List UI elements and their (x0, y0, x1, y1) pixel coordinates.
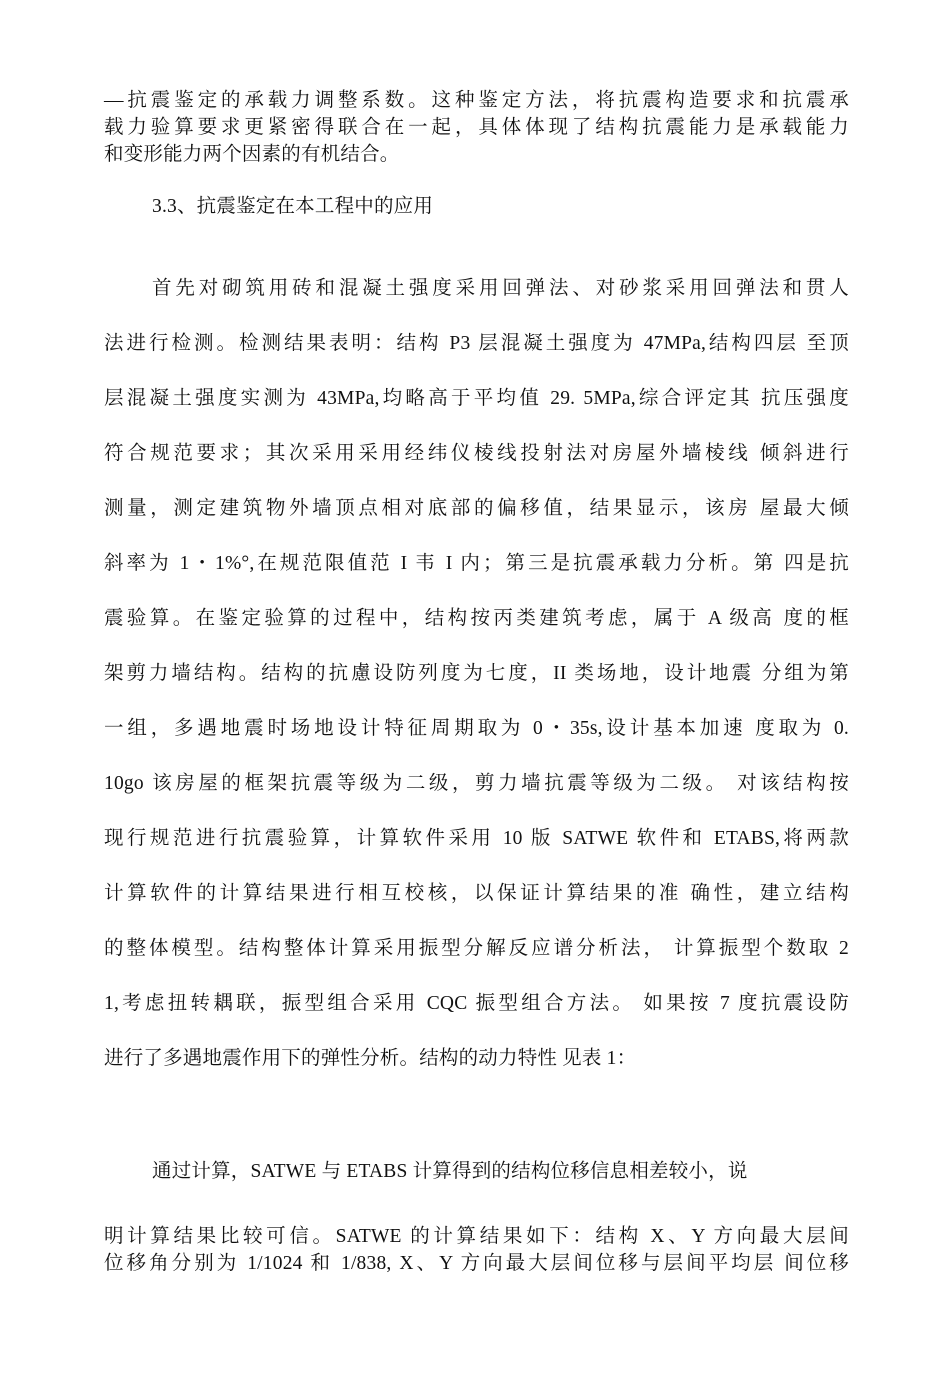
section-heading: 3.3、抗震鉴定在本工程中的应用 (152, 196, 434, 217)
main-paragraph-line-9: 一组，多遇地震时场地设计特征周期取为 0・35s,设计基本加速 度取为 0. (104, 718, 849, 739)
main-paragraph-line-10: 10go 该房屋的框架抗震等级为二级，剪力墙抗震等级为二级。 对该结构按 (104, 773, 849, 794)
main-paragraph-line-3: 层混凝土强度实测为 43MPa,均略高于平均值 29. 5MPa,综合评定其 抗压强度 (104, 388, 849, 409)
main-paragraph-line-7: 震验算。在鉴定验算的过程中，结构按丙类建筑考虑，属于 A 级高 度的框 (104, 608, 849, 629)
main-paragraph-line-8: 架剪力墙结构。结构的抗慮设防列度为七度，II 类场地，设计地震 分组为第 (104, 663, 849, 684)
main-paragraph-line-11: 现行规范进行抗震验算，计算软件采用 10 版 SATWE 软件和 ETABS,将两款 (104, 828, 849, 849)
main-paragraph-line-15: 进行了多遇地震作用下的弹性分析。结构的动力特性 见表 1： (104, 1048, 637, 1069)
result-paragraph-line-2: 明计算结果比较可信。SATWE 的计算结果如下：结构 X、Y 方向最大层间 (104, 1226, 849, 1247)
main-paragraph-line-1: 首先对砌筑用砖和混凝土强度采用回弹法、对砂浆采用回弹法和贯人 (152, 278, 849, 299)
top-paragraph-line-2: 载力验算要求更紧密得联合在一起，具体体现了结构抗震能力是承载能力 (104, 117, 849, 138)
result-paragraph-line-3: 位移角分别为 1/1024 和 1/838, X、Y 方向最大层间位移与层间平均层 间位移 (104, 1253, 849, 1274)
result-paragraph-line-1: 通过计算，SATWE 与 ETABS 计算得到的结构位移信息相差较小，说 (152, 1161, 748, 1182)
main-paragraph-line-4: 符合规范要求；其次采用采用经纬仪棱线投射法对房屋外墙棱线 倾斜进行 (104, 443, 849, 464)
main-paragraph-line-14: 1,考虑扭转耦联，振型组合采用 CQC 振型组合方法。 如果按 7 度抗震设防 (104, 993, 849, 1014)
main-paragraph-line-2: 法进行检测。检测结果表明：结构 P3 层混凝土强度为 47MPa,结构四层 至顶 (104, 333, 849, 354)
top-paragraph-line-3: 和变形能力两个因素的有机结合。 (104, 144, 400, 165)
main-paragraph-line-13: 的整体模型。结构整体计算采用振型分解反应谱分析法， 计算振型个数取 2 (104, 938, 849, 959)
top-paragraph-line-1: —抗震鉴定的承载力调整系数。这种鉴定方法，将抗震构造要求和抗震承 (104, 90, 849, 111)
main-paragraph-line-6: 斜率为 1・1%°,在规范限值范 I 韦 I 内；第三是抗震承载力分析。第 四是抗 (104, 553, 849, 574)
main-paragraph-line-5: 测量，测定建筑物外墙顶点相对底部的偏移值，结果显示，该房 屋最大倾 (104, 498, 849, 519)
main-paragraph-line-12: 计算软件的计算结果进行相互校核，以保证计算结果的准 确性，建立结构 (104, 883, 849, 904)
